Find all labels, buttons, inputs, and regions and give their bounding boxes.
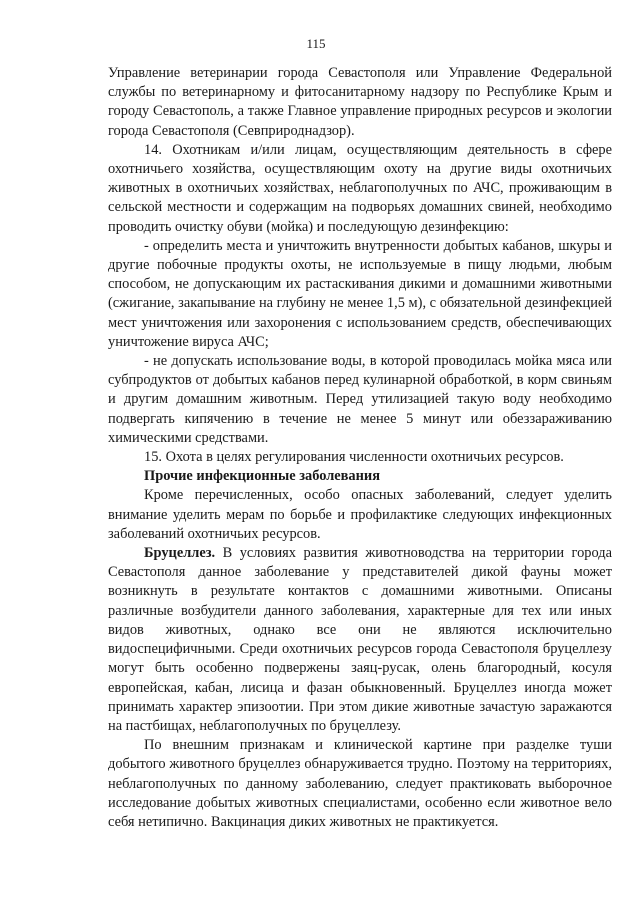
paragraph-bullet-disposal: - определить места и уничтожить внутренности добытых кабанов, шкуры и другие побочные продукты охоты, не используемые в пищу людьми, любым способом, не допускающим их растаскивания дикими и домашними животными (сжигание, закапывание на глубину не менее 1,5 м), с обязательной дезинфекцией мест уничтожения или захоронения с использованием средств, обеспечивающих уничтожение вируса АЧС; [108, 237, 612, 350]
page-number: 115 [306, 36, 326, 51]
paragraph-other-diseases: Кроме перечисленных, особо опасных заболеваний, следует уделить внимание уделить мерам по борьбе и профилактике следующих инфекционных заболеваний охотничьих ресурсов. [108, 487, 612, 542]
paragraph-continuation: Управление ветеринарии города Севастополя или Управление Федеральной службы по ветеринарному и фитосанитарному надзору по Республике Крым и городу Севастополь, а также Главное управление природных ресурсов и экологии города Севастополя (Севприроднадзор). [108, 65, 612, 139]
paragraph-brucellosis [108, 544, 612, 736]
brucellosis-text: В условиях развития животноводства на территории города Севастополя данное заболевание у представителей дикой фауны может возникнуть в результате контактов с домашними животными. Описаны различные возбудители данного заболевания, характерные для тех или иных видов животных, однако все они не являются исключительно видоспецифичными. Среди охотничьих ресурсов города Севастополя бруцеллезу могут быть особенно подвержены заяц-русак, олень благородный, косуля европейская, кабан, лисица и фазан обыкновенный. Бруцеллез иногда может принимать характер эпизоотии. При этом дикие животные зачастую заражаются на пастбищах, неблагополучных по бруцеллезу. [108, 545, 612, 734]
paragraph-item-14: 14. Охотникам и/или лицам, осуществляющим деятельность в сфере охотничьего хозяйства, осуществляющим охоту на другие виды охотничьих животных в охотничьих хозяйствах, неблагополучных по АЧС, проживающим в сельской местности и содержащим на подворьях домашних свиней, необходимо проводить очистку обуви (мойка) и последующую дезинфекцию: [108, 141, 612, 235]
section-title: Прочие инфекционные заболевания [144, 468, 380, 485]
paragraph-brucellosis-diagnosis: По внешним признакам и клинической картине при разделке туши добытого животного бруцеллез обнаруживается трудно. Поэтому на территориях, неблагополучных по данному заболеванию, следует практиковать выборочное исследование добытых животных специалистами, особенно если животное вело себя нетипично. Вакцинация диких животных не практикуется. [108, 737, 612, 830]
paragraph-item-15: 15. Охота в целях регулирования численности охотничьих ресурсов. [144, 449, 564, 466]
document-body [108, 64, 612, 832]
brucellosis-term: Бруцеллез. [144, 545, 216, 562]
paragraph-bullet-water: - не допускать использование воды, в которой проводилась мойка мяса или субпродуктов от добытых кабанов перед кулинарной обработкой, в корм свиньям и другим домашним животным. Перед утилизацией такую воду необходимо подвергать кипячению в течение не менее 5 минут или обеззараживанию химическими средствами. [108, 353, 612, 446]
